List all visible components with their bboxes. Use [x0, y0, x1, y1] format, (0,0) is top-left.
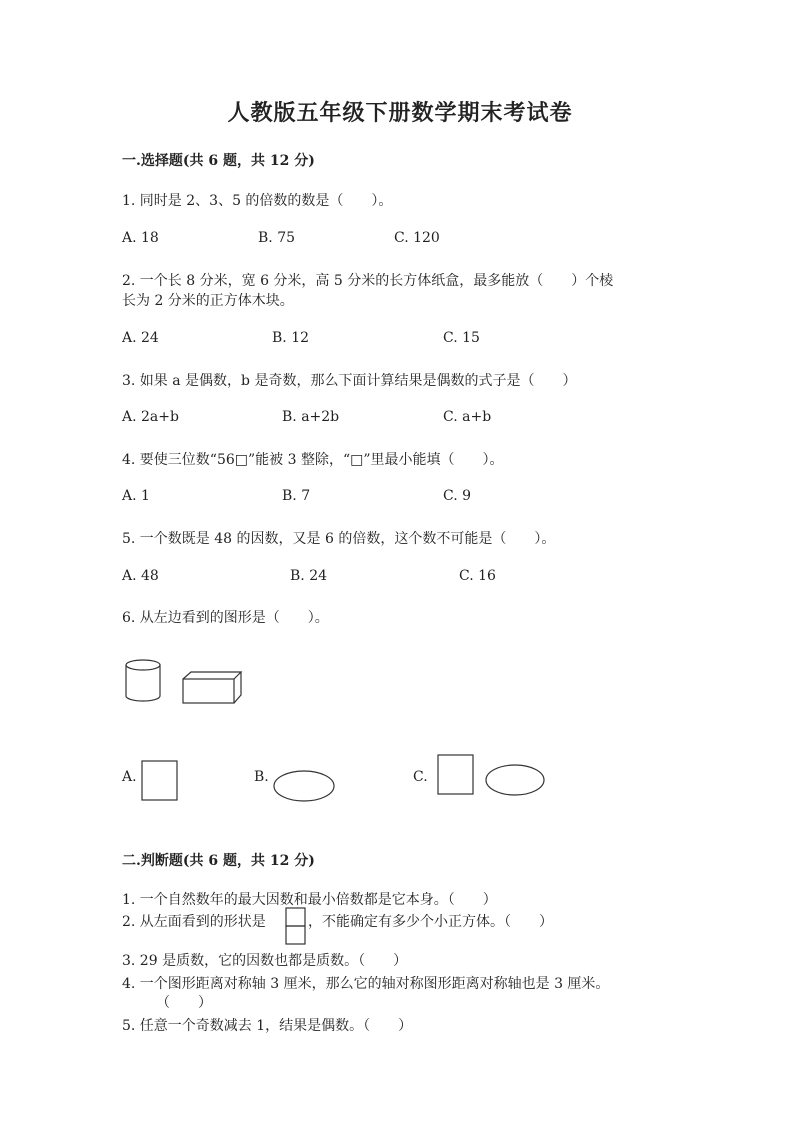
q5-option-b[interactable]: B. 24: [290, 568, 328, 584]
judgement-2-part1: 2. 从左面看到的形状是: [122, 914, 266, 930]
question-2-line1: 2. 一个长 8 分米，宽 6 分米，高 5 分米的长方体纸盒，最多能放（ ）个棱: [122, 273, 614, 289]
judgement-4-blank[interactable]: （ ）: [156, 995, 212, 1011]
question-4: 4. 要使三位数“56□”能被 3 整除，“□”里最小能填（ ）。: [122, 452, 504, 468]
q4-option-a[interactable]: A. 1: [122, 488, 150, 504]
question-3: 3. 如果 a 是偶数，b 是奇数，那么下面计算结果是偶数的式子是（ ）: [122, 373, 577, 389]
q2-option-b[interactable]: B. 12: [272, 330, 310, 346]
question-2-line2: 长为 2 分米的正方体木块。: [122, 293, 294, 309]
q1-option-b[interactable]: B. 75: [258, 230, 296, 246]
page-title: 人教版五年级下册数学期末考试卷: [227, 100, 573, 126]
judgement-5: 5. 任意一个奇数减去 1，结果是偶数。（ ）: [122, 1018, 413, 1034]
judgement-3: 3. 29 是质数，它的因数也都是质数。（ ）: [122, 953, 408, 969]
cylinder-figure: [124, 658, 164, 704]
stacked-squares-figure: [285, 907, 307, 947]
judgement-1: 1. 一个自然数年的最大因数和最小倍数都是它本身。（ ）: [122, 892, 497, 908]
q1-option-a[interactable]: A. 18: [122, 230, 159, 246]
q5-option-c[interactable]: C. 16: [459, 568, 496, 584]
q5-option-a[interactable]: A. 48: [122, 568, 159, 584]
q2-option-a[interactable]: A. 24: [122, 330, 159, 346]
question-5: 5. 一个数既是 48 的因数，又是 6 的倍数，这个数不可能是（ ）。: [122, 531, 556, 547]
section-heading-choice: 一.选择题(共 6 题，共 12 分): [122, 153, 315, 169]
q1-option-c[interactable]: C. 120: [394, 230, 440, 246]
question-1: 1. 同时是 2、3、5 的倍数的数是（ ）。: [122, 193, 393, 209]
judgement-2-part2: ，不能确定有多少个小正方体。（ ）: [308, 914, 553, 930]
q6-option-a-rectangle[interactable]: [141, 760, 179, 802]
q6-option-c-rectangle[interactable]: [437, 754, 475, 796]
judgement-4: 4. 一个图形距离对称轴 3 厘米，那么它的轴对称图形距离对称轴也是 3 厘米。: [122, 976, 610, 992]
q6-option-c-ellipse[interactable]: [485, 763, 547, 797]
q3-option-b[interactable]: B. a+2b: [282, 409, 340, 425]
q6-option-b[interactable]: B.: [254, 769, 269, 785]
q4-option-b[interactable]: B. 7: [282, 488, 311, 504]
question-6: 6. 从左边看到的图形是（ ）。: [122, 610, 329, 626]
cuboid-figure: [182, 671, 244, 705]
q3-option-c[interactable]: C. a+b: [443, 409, 492, 425]
q6-option-a[interactable]: A.: [122, 769, 137, 785]
q4-option-c[interactable]: C. 9: [443, 488, 472, 504]
section-heading-judgement: 二.判断题(共 6 题，共 12 分): [122, 853, 315, 869]
q3-option-a[interactable]: A. 2a+b: [122, 409, 179, 425]
q2-option-c[interactable]: C. 15: [443, 330, 480, 346]
q6-option-c[interactable]: C.: [413, 769, 428, 785]
q6-option-b-ellipse[interactable]: [273, 769, 337, 803]
